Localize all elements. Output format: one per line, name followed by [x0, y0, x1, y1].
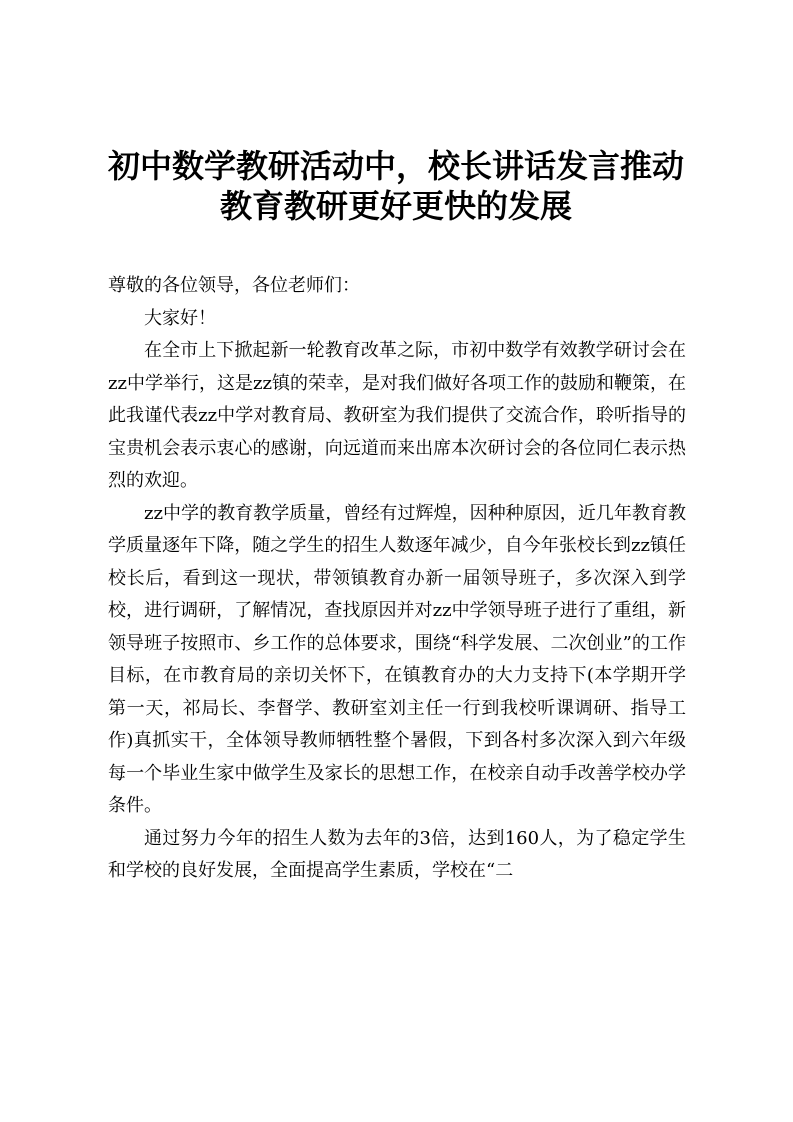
- paragraph-enrollment: 通过努力今年的招生人数为去年的3倍，达到160人，为了稳定学生和学校的良好发展，全面提高学生素质，学校在“二: [108, 827, 686, 881]
- paragraph-welcome: 在全市上下掀起新一轮教育改革之际，市初中数学有效教学研讨会在zz中学举行，这是zz镇的荣幸，是对我们做好各项工作的鼓励和鞭策，在此我谨代表zz中学对教育局、教研室为我们提供了交流合作，聆听指导的宝贵机会表示衷心的感谢，向远道而来出席本次研讨会的各位同仁表示热烈的欢迎。: [108, 340, 686, 491]
- document-title: 初中数学教研活动中，校长讲话发言推动教育教研更好更快的发展: [107, 147, 684, 225]
- document-body: [108, 270, 686, 888]
- paragraph-school-history: zz中学的教育教学质量，曾经有过辉煌，因种种原因，近几年教育教学质量逐年下降，随之学生的招生人数逐年减少，自今年张校长到zz镇任校长后，看到这一现状，带领镇教育办新一届领导班子，多次深入到学校，进行调研，了解情况，查找原因并对zz中学领导班子进行了重组，新领导班子按照市、乡工作的总体要求，围绕“科学发展、二次创业”的工作目标，在市教育局的亲切关怀下，在镇教育办的大力支持下(本学期开学第一天，祁局长、李督学、教研室刘主任一行到我校听课调研、指导工作)真抓实干，全体领导教师牺牲整个暑假，下到各村多次深入到六年级每一个毕业生家中做学生及家长的思想工作，在校亲自动手改善学校办学条件。: [108, 502, 686, 816]
- salutation: 尊敬的各位领导，各位老师们：: [108, 275, 360, 296]
- paragraph-greeting: 大家好！: [144, 307, 216, 329]
